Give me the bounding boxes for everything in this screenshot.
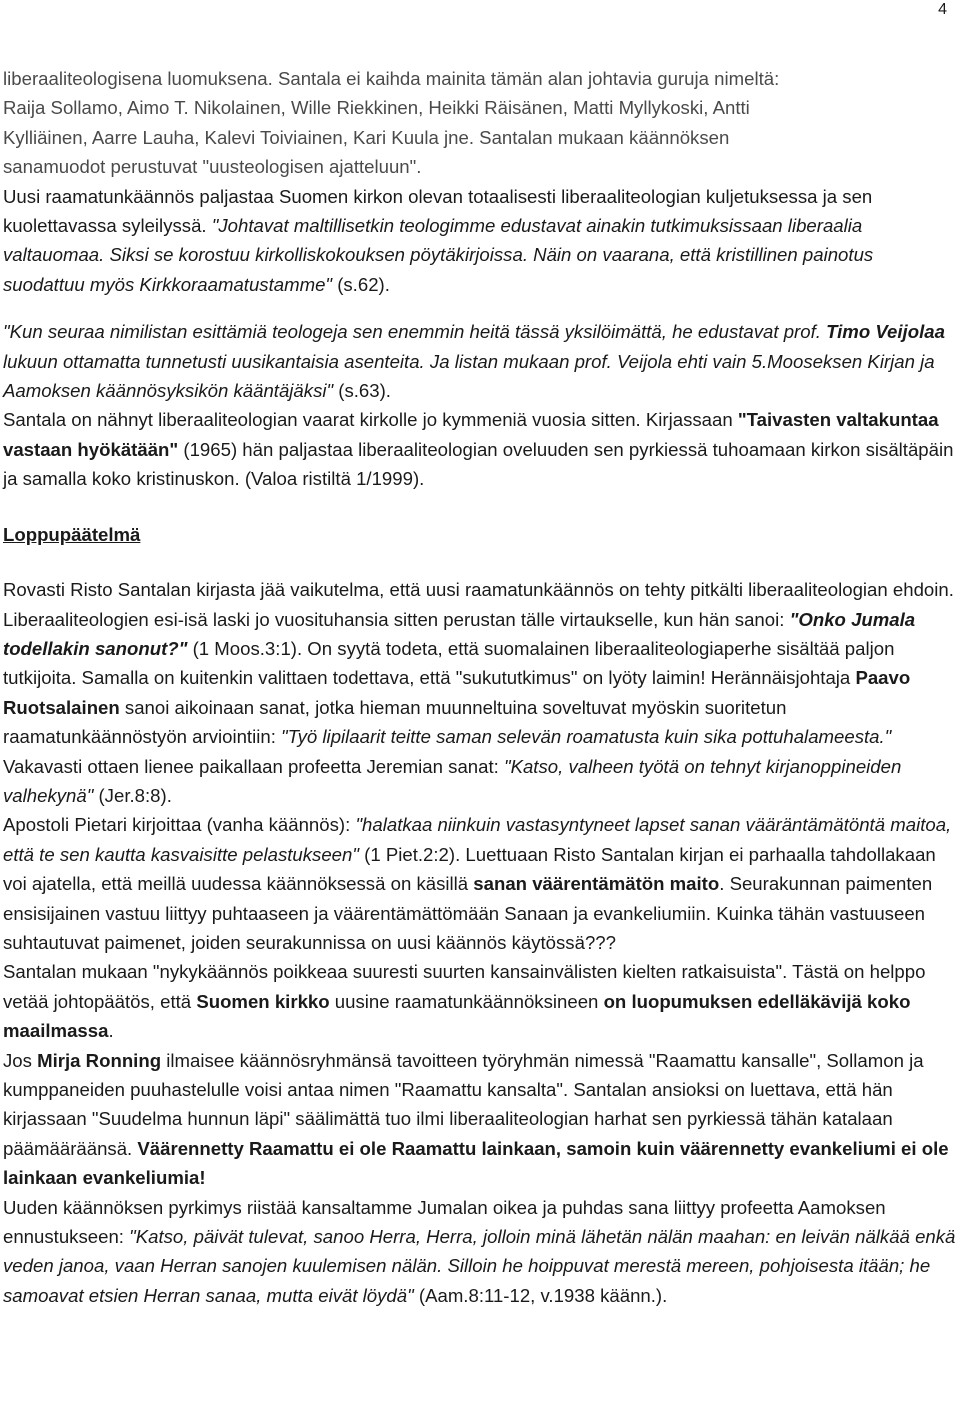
quote-text: "Johtavat maltillisetkin teologimme edustavat ainakin tutkimuksissaan liberaalia valtauomaa. Siksi se korostuu kirkolliskokouksen pöytäkirjoissa. Näin on vaarana, että kristillinen painotus suodattuu myös Kirkkoraamatustamme" (3, 215, 874, 295)
citation: (s.62). (332, 273, 390, 295)
paragraph-theologians-list (3, 64, 957, 182)
paragraph-peter (3, 810, 957, 957)
text-segment: (1965) hän paljastaa liberaaliteologian oveluuden sen pyrkiessä tuhoamaan kirkon sisältäpäin ja samalla koko kristinuskon. (Valoa ristiltä 1/1999). (3, 438, 954, 490)
document-body (3, 64, 957, 1310)
text-segment: . Seurakunnan paimenten ensisijainen vastuu liittyy puhtaaseen ja väärentämättömään Sanaan ja evankeliumiin. Kuinka tähän vastuuseen suhtautuvat paimenet, joiden seurakunnissa on uusi käännös käytössä??? (3, 873, 933, 953)
paragraph-new-translation (3, 182, 957, 300)
text-segment: Kylliäinen, Aarre Lauha, Kalevi Toiviainen, Kari Kuula (3, 126, 439, 148)
citation: (Aam.8:11-12, v.1938 käänn.). (413, 1284, 668, 1306)
text-segment: Uuden käännöksen pyrkimys riistää kansaltamme Jumalan oikea ja puhdas sana liittyy profeetta Aamoksen ennustukseen: (3, 1196, 886, 1248)
text-segment: uusine raamatunkäännöksineen (329, 990, 604, 1012)
text-segment: . (108, 1020, 114, 1042)
paragraph-translation-deviation (3, 957, 957, 1045)
spacer (3, 494, 957, 520)
quote-text: "Työ lipilaarit teitte saman selevän roamatusta kuin sika pottuhalameesta." (281, 726, 892, 748)
text-segment: ilmaisee käännösryhmänsä tavoitteen työryhmän nimessä "Raamattu kansalle", Sollamon ja kumppaneiden puuhastelulle voisi antaa nimen "Raamattu kansalta". Santalan ansioksi on luettava, että hän kirjassaan "Suudelma hunnun läpi" säälimättä tuo ilmi liberaaliteologian harhat sen pyrkiessä tähän katalaan päämääräänsä. (3, 1049, 924, 1159)
text-segment: liberaaliteologisena luomuksena. Santala ei kaihda mainita tämän alan johtavia guruja nimeltä: (3, 68, 780, 89)
text-segment: jne. Santalan mukaan käännöksen (438, 126, 730, 148)
book-title: "Taivasten valtakuntaa vastaan hyökätään" (3, 409, 939, 460)
text-segment: Raija Sollamo, Aimo T. Nikolainen, Wille Riekkinen, Heikki Räisänen, Matti Myllykoski, Antti (3, 97, 750, 119)
text-segment: Uusi raamatunkäännös paljastaa Suomen kirkon olevan totaalisesti liberaaliteologian kuljetuksessa ja sen kuolettavassa syleilyssä. (3, 185, 873, 237)
page-number: 4 (938, 1, 947, 18)
person-name: Paavo Ruotsalainen (3, 667, 911, 718)
text-segment: Jos (3, 1049, 38, 1071)
quote-text: "Kun seuraa nimilistan esittämiä teologeja sen enemmin heitä tässä yksilöimättä, he edustavat prof. (3, 321, 827, 343)
text-segment: Santala on nähnyt liberaaliteologian vaarat kirkolle jo kymmeniä vuosia sitten. Kirjassaan (3, 409, 738, 431)
person-name: Mirja Ronning (37, 1049, 162, 1071)
citation: (Jer.8:8). (93, 784, 172, 806)
text-segment: Santalan mukaan "nykykäännös poikkeaa suuresti suurten kansainvälisten kielten ratkaisuista". Tästä on helppo vetää johtopäätös, että (3, 961, 926, 1012)
text-segment: Apostoli Pietari kirjoittaa (vanha käännös): (3, 814, 356, 836)
text-segment: Rovasti Risto Santalan kirjasta jää vaikutelma, että uusi raamatunkäännös on tehty pitkälti liberaaliteologian ehdoin. Liberaaliteologien esi-isä laski jo vuosituhansia sitten perustan tälle virtaukselle, kun hän sanoi: (3, 579, 954, 630)
text-segment: sanamuodot perustuvat "uusteologisen ajatteluun". (3, 156, 422, 178)
paragraph-ronning (3, 1046, 957, 1193)
person-name: Timo Veijolaa (826, 321, 945, 343)
section-heading: Loppupäätelmä (3, 523, 141, 545)
paragraph-veijola (3, 317, 957, 493)
spacer (3, 299, 957, 317)
paragraph-amos (3, 1193, 957, 1311)
spacer (3, 549, 957, 575)
text-segment: Vakavasti ottaen lienee paikallaan profeetta Jeremian sanat: (3, 755, 504, 777)
emphasis-text: on luopumuksen edelläkävijä koko maailmassa (3, 990, 911, 1042)
quote-text: "Katso, päivät tulevat, sanoo Herra, Herra, jolloin minä lähetän nälän maahan: en leivän nälkää enkä veden janoa, vaan Herran sanojen kuulemisen nälän. Silloin he hoippuvat merestä mereen, pohjoisesta itään; he samoavat etsien Herran sanaa, mutta eivät löydä" (3, 1226, 956, 1306)
text-segment: (1 Piet.2:2). Luettuaan Risto Santalan kirjan ei parhaalla tahdollakaan voi ajatella, että meillä uudessa käännöksessä on käsillä (3, 843, 936, 895)
quote-text: "halatkaa niinkuin vastasyntyneet lapset sanan vääräntämätöntä maitoa, että te sen kautta kasvaisitte pelastukseen" (3, 814, 952, 865)
quote-text: lukuun ottamatta tunnetusti uusikantaisia asenteita. Ja listan mukaan prof. Veijola ehti vain 5.Mooseksen Kirjan ja Aamoksen käännösyksikön kääntäjäksi" (3, 350, 935, 402)
emphasis-text: Väärennetty Raamattu ei ole Raamattu lainkaan, samoin kuin väärennetty evankeliumi ei ole lainkaan evankeliumia! (3, 1137, 949, 1189)
text-segment: (1 Moos.3:1). On syytä todeta, että suomalainen liberaaliteologiaperhe sisältää paljon tutkijoita. Samalla on kuitenkin valittaen todettava, että "sukututkimus" on lyöty laimin! Herännäisjohtaja (3, 637, 895, 689)
paragraph-conclusion (3, 575, 957, 810)
quote-text: "Katso, valheen työtä on tehnyt kirjanoppineiden valhekynä" (3, 755, 902, 806)
emphasis-text: sanan väärentämätön maito (473, 873, 720, 895)
citation: (s.63). (333, 380, 391, 402)
quote-text: "Onko Jumala todellakin sanonut?" (3, 608, 916, 659)
emphasis-text: Suomen kirkko (196, 990, 330, 1012)
text-segment: sanoi aikoinaan sanat, jotka hieman muunneltuina soveltuvat myöskin suoritetun raamatunkäännöstyön arviointiin: (3, 696, 787, 748)
